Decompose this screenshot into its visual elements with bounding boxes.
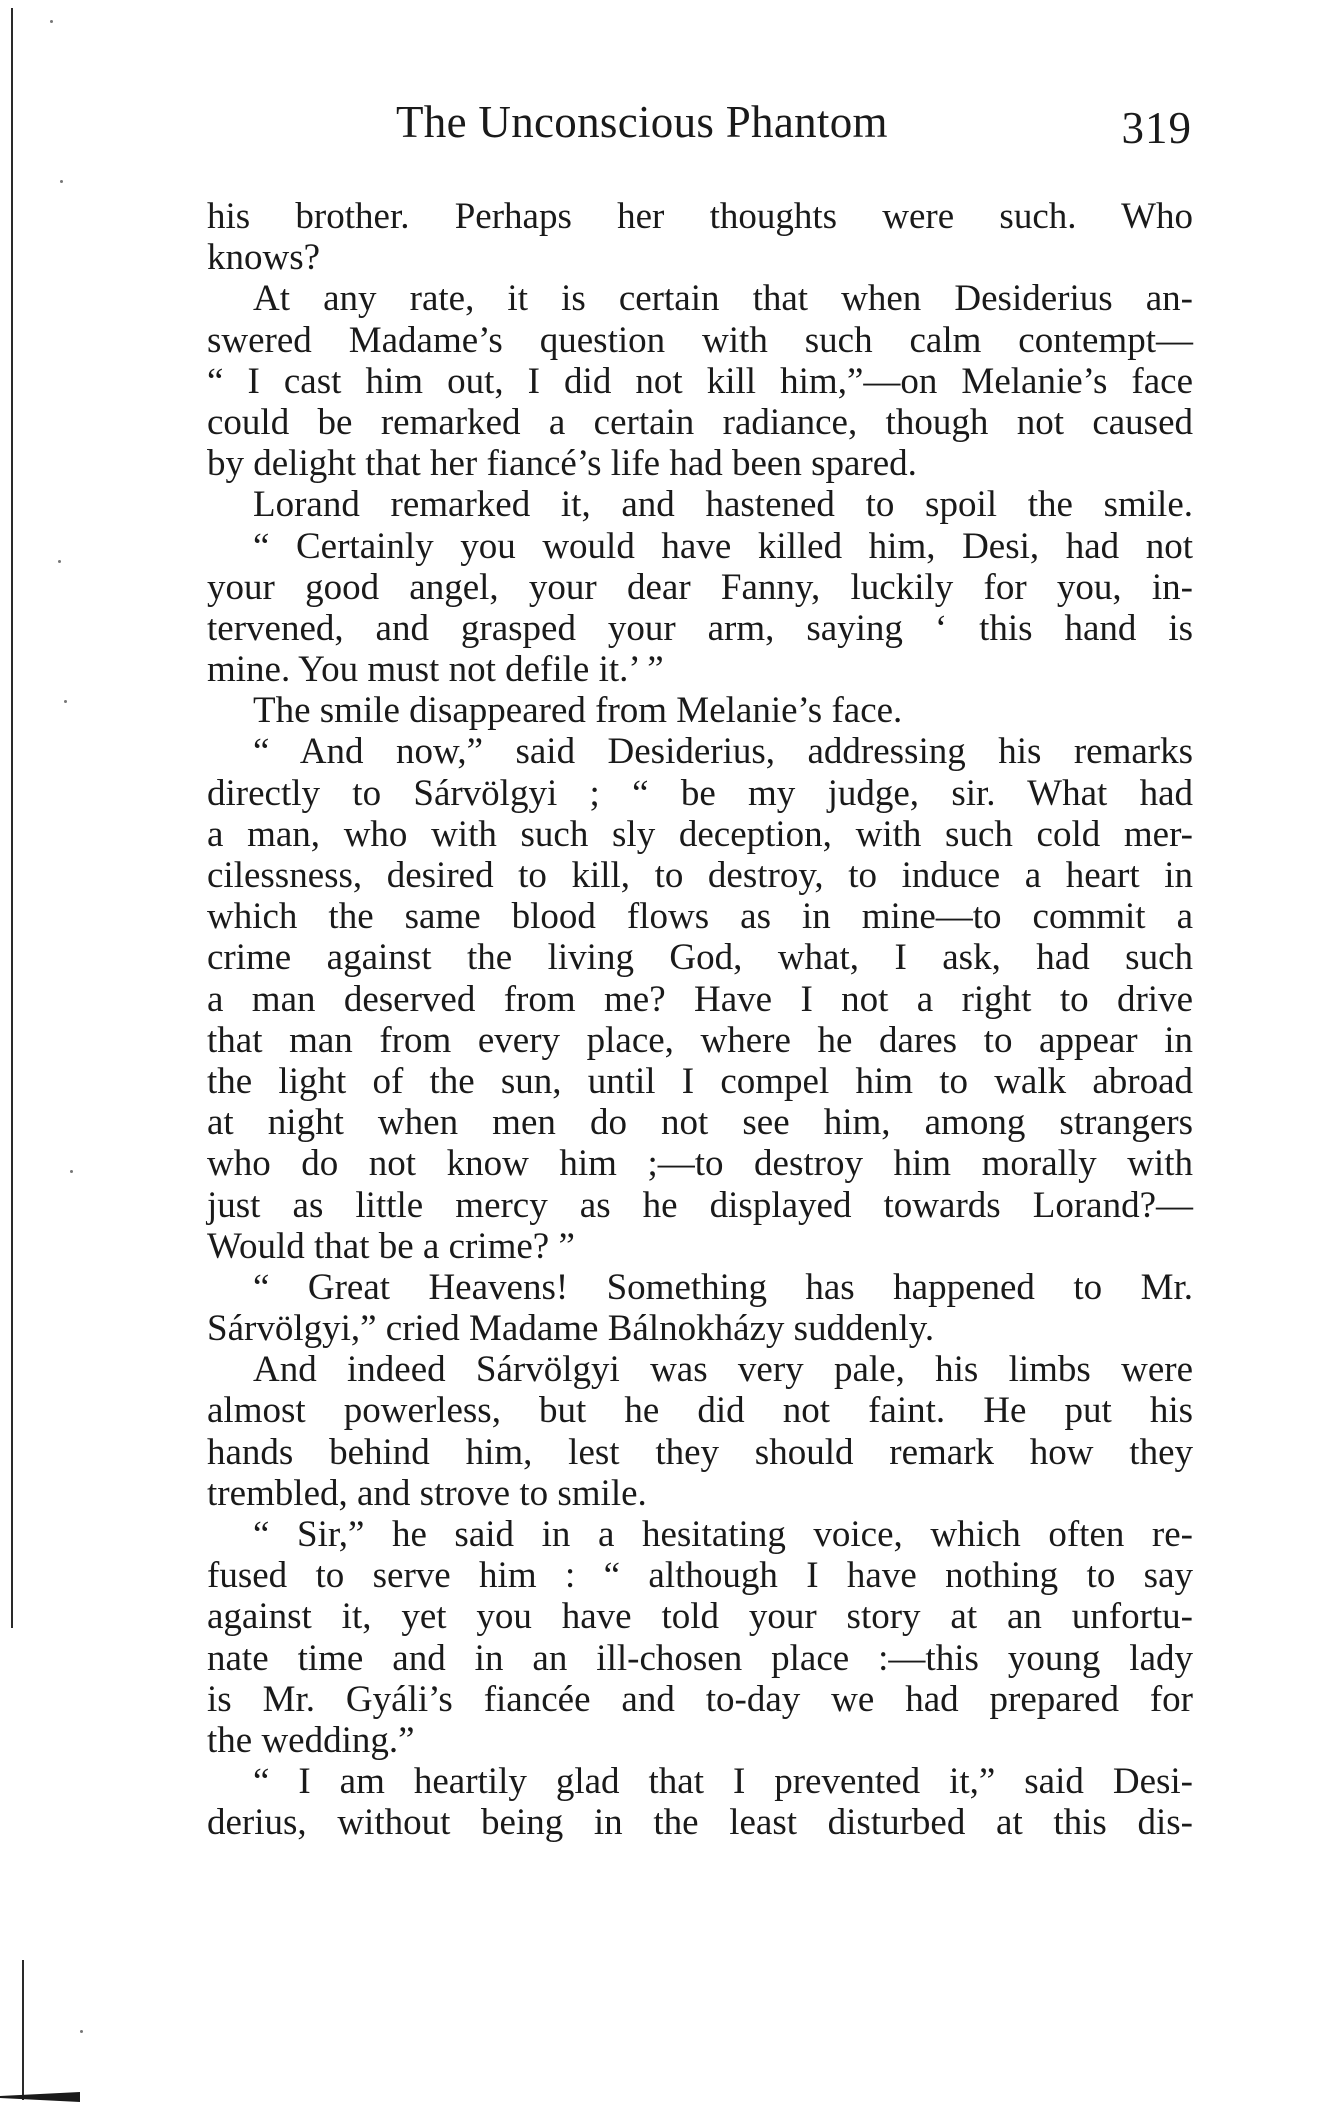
text-line: the light of the sun, until I compel him to walk abroad xyxy=(207,1060,1193,1102)
text-line: swered Madame’s question with such calm contempt— xyxy=(207,319,1193,361)
text-line: The smile disappeared from Melanie’s face. xyxy=(253,690,903,732)
text-line: derius, without being in the least disturbed at this dis- xyxy=(207,1802,1193,1844)
text-line: almost powerless, but he did not faint. He put his xyxy=(207,1390,1193,1432)
text-line: Lorand remarked it, and hastened to spoil the smile. xyxy=(253,484,1193,526)
scan-speck xyxy=(60,180,63,183)
text-line: “ I cast him out, I did not kill him,”—on Melanie’s face xyxy=(207,360,1193,402)
text-line: mine. You must not defile it.’ ” xyxy=(207,649,664,691)
page-header xyxy=(208,96,1192,156)
text-line: the wedding.” xyxy=(207,1719,415,1761)
page-number: 319 xyxy=(1121,103,1192,153)
text-line: at night when men do not see him, among strangers xyxy=(207,1102,1193,1144)
text-line: crime against the living God, what, I ask, had such xyxy=(207,937,1193,979)
text-line: your good angel, your dear Fanny, luckily for you, in- xyxy=(207,566,1193,608)
text-line: At any rate, it is certain that when Desiderius an- xyxy=(253,278,1193,320)
scan-speck xyxy=(64,700,67,703)
body-text xyxy=(207,196,1193,1844)
text-line: directly to Sárvölgyi ; “ be my judge, sir. What had xyxy=(207,772,1193,814)
text-line: “ Certainly you would have killed him, Desi, had not xyxy=(253,525,1193,567)
text-line: fused to serve him : “ although I have nothing to say xyxy=(207,1555,1193,1597)
text-line: who do not know him ;—to destroy him morally with xyxy=(207,1143,1193,1185)
text-line: by delight that her fiancé’s life had been spared. xyxy=(207,443,917,485)
scan-binding-edge-lower xyxy=(22,1960,24,2100)
text-line: nate time and in an ill-chosen place :—this young lady xyxy=(207,1637,1193,1679)
text-line: “ And now,” said Desiderius, addressing his remarks xyxy=(253,731,1193,773)
scan-speck xyxy=(80,2030,83,2033)
text-line: his brother. Perhaps her thoughts were such. Who xyxy=(207,196,1193,237)
scan-speck xyxy=(70,1170,73,1173)
running-title: The Unconscious Phantom xyxy=(396,97,888,147)
scan-binding-edge xyxy=(11,8,13,1628)
text-line: that man from every place, where he dares to appear in xyxy=(207,1019,1193,1061)
text-line: And indeed Sárvölgyi was very pale, his limbs were xyxy=(253,1349,1193,1391)
scan-speck xyxy=(50,20,53,23)
text-line: Sárvölgyi,” cried Madame Bálnokházy suddenly. xyxy=(207,1308,935,1350)
scan-artifact-mark xyxy=(0,2092,80,2102)
text-line: is Mr. Gyáli’s fiancée and to-day we had prepared for xyxy=(207,1678,1193,1720)
text-line: a man deserved from me? Have I not a right to drive xyxy=(207,978,1193,1020)
text-line: tervened, and grasped your arm, saying ‘ this hand is xyxy=(207,607,1193,649)
text-line: knows? xyxy=(207,237,321,279)
text-line: which the same blood flows as in mine—to commit a xyxy=(207,896,1193,938)
text-line: a man, who with such sly deception, with such cold mer- xyxy=(207,813,1193,855)
text-line: against it, yet you have told your story at an unfortu- xyxy=(207,1596,1193,1638)
text-line: cilessness, desired to kill, to destroy, to induce a heart in xyxy=(207,855,1193,896)
text-line: “ Great Heavens! Something has happened to Mr. xyxy=(253,1266,1193,1308)
text-line: “ Sir,” he said in a hesitating voice, which often re- xyxy=(253,1514,1193,1555)
text-line: Would that be a crime? ” xyxy=(207,1225,575,1267)
scan-speck xyxy=(58,560,61,563)
text-line: hands behind him, lest they should remark how they xyxy=(207,1431,1193,1473)
text-line: just as little mercy as he displayed towards Lorand?— xyxy=(207,1184,1193,1226)
text-line: could be remarked a certain radiance, though not caused xyxy=(207,401,1193,443)
text-line: “ I am heartily glad that I prevented it,” said Desi- xyxy=(253,1761,1193,1803)
text-line: trembled, and strove to smile. xyxy=(207,1472,647,1514)
